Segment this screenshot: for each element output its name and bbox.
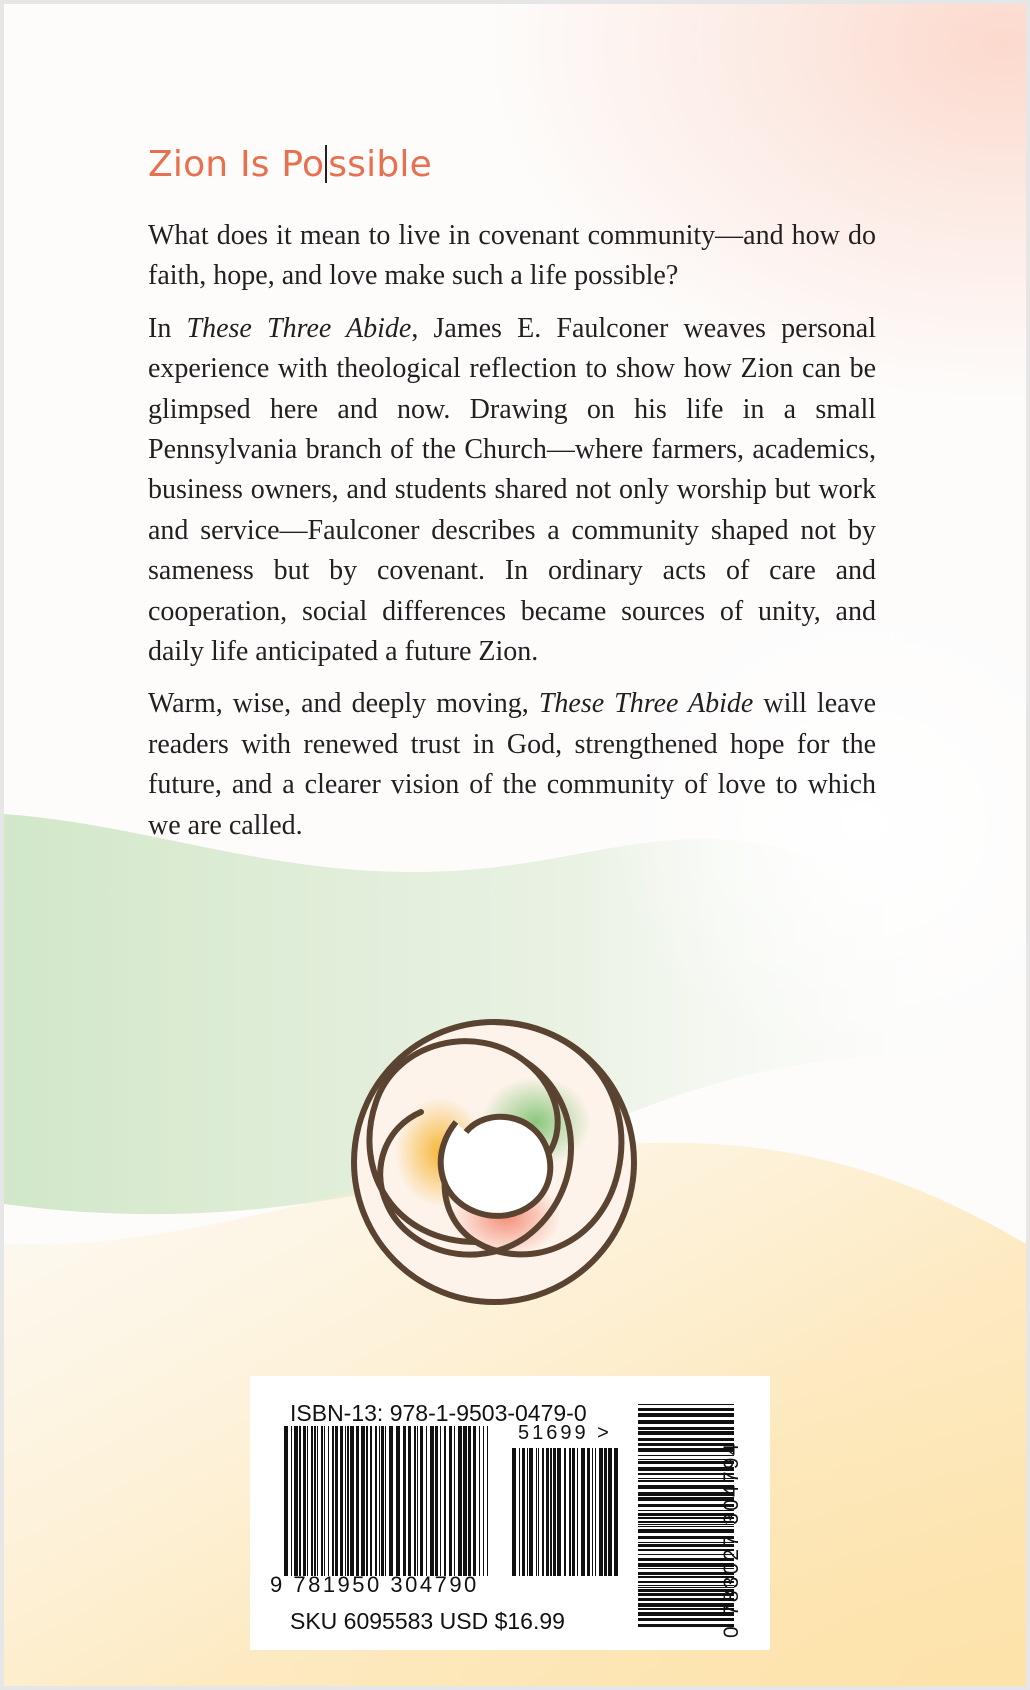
barcode-label: [250, 1376, 770, 1650]
upc-digits: 0 783027 304794: [720, 1441, 743, 1638]
price-code: 51699 >: [518, 1422, 612, 1444]
blurb-paragraph-2: In These Three Abide, James E. Faulconer weaves personal experience with theological reflection to show how Zion can be glimpsed here and now. Drawing on his life in a small Pennsylvania branch of the Church—where farmers, academics, business owners, and students shared not only worship but work and service—Faulconer describes a community shaped not by sameness but by covenant. In ordinary acts of care and cooperation, social differences became sources of unity, and daily life anticipated a future Zion.: [148, 312, 876, 668]
title-text-start: Zion Is Po: [148, 144, 325, 185]
blurb-paragraph-3: Warm, wise, and deeply moving, These Three Abide will leave readers with renewed trust in God, strengthened hope for the future, and a clearer vision of the community of love to which we are called.: [148, 688, 876, 841]
book-title: These Three Abide: [538, 688, 754, 720]
addon-barcode: [512, 1448, 624, 1576]
section-title: [148, 144, 432, 185]
ean-digits: 9 781950 304790: [270, 1572, 479, 1597]
ean-barcode: [284, 1426, 494, 1576]
title-text-end: ssible: [328, 144, 432, 185]
book-back-cover: [4, 4, 1026, 1686]
interlocking-rings-logo-icon: [336, 1002, 656, 1322]
isbn-number: ISBN-13: 978-1-9503-0479-0: [290, 1400, 587, 1426]
text-cursor: [325, 145, 327, 183]
book-title: These Three Abide: [186, 312, 412, 344]
blurb-paragraph-1: What does it mean to live in covenant community—and how do faith, hope, and love make such a life possible?: [148, 220, 876, 292]
blurb: [148, 216, 876, 858]
sku-price: SKU 6095583 USD $16.99: [290, 1608, 565, 1634]
